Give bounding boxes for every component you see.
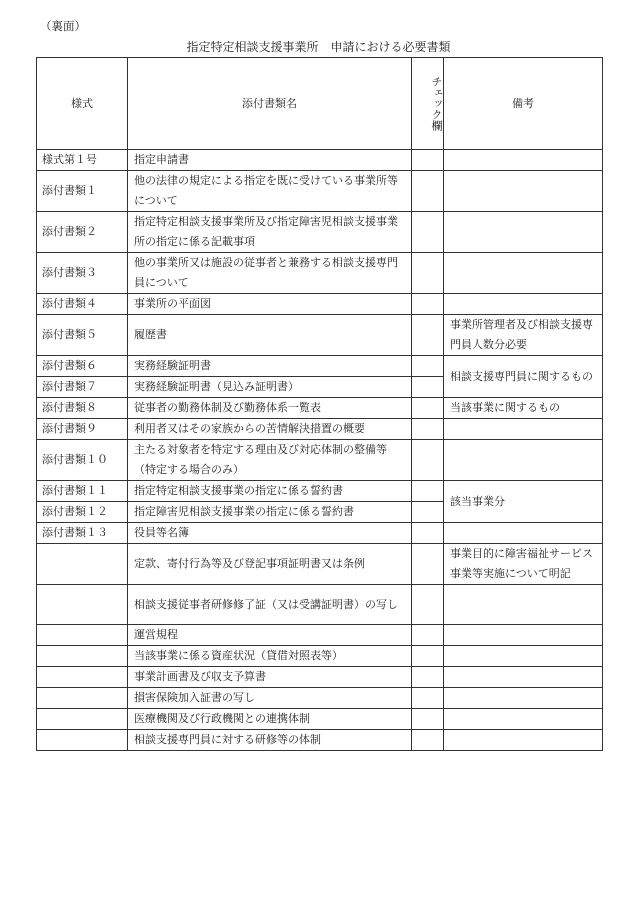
- table-row: [37, 730, 603, 751]
- notes-cell: [444, 523, 603, 544]
- check-cell[interactable]: [412, 398, 444, 419]
- table-row: [37, 253, 603, 294]
- table-row: [37, 544, 603, 585]
- form-number-cell: [37, 688, 128, 709]
- document-name-cell: 相談支援従事者研修修了証（又は受講証明書）の写し: [128, 585, 412, 625]
- required-documents-table: [36, 57, 603, 751]
- check-cell[interactable]: [412, 481, 444, 502]
- document-name-cell: 当該事業に係る資産状況（貸借対照表等）: [128, 646, 412, 667]
- table-row: [37, 667, 603, 688]
- notes-cell: 該当事業分: [444, 481, 603, 523]
- form-number-cell: [37, 730, 128, 751]
- check-cell[interactable]: [412, 294, 444, 315]
- form-number-cell: [37, 544, 128, 585]
- header-form: 様式: [37, 58, 128, 150]
- document-name-cell: 従事者の勤務体制及び勤務体系一覧表: [128, 398, 412, 419]
- notes-cell: [444, 171, 603, 212]
- page-side-label: （裏面）: [40, 19, 86, 33]
- table-row: [37, 315, 603, 356]
- check-cell[interactable]: [412, 646, 444, 667]
- check-cell[interactable]: [412, 212, 444, 253]
- form-number-cell: 添付書類９: [37, 419, 128, 440]
- table-body: [37, 150, 603, 751]
- table-header-row: [37, 58, 603, 150]
- form-number-cell: [37, 709, 128, 730]
- check-cell[interactable]: [412, 377, 444, 398]
- check-cell[interactable]: [412, 544, 444, 585]
- check-cell[interactable]: [412, 171, 444, 212]
- check-cell[interactable]: [412, 502, 444, 523]
- table-row: [37, 646, 603, 667]
- notes-cell: [444, 585, 603, 625]
- notes-cell: 事業目的に障害福祉サービス事業等実施について明記: [444, 544, 603, 585]
- header-check: チェック欄: [412, 58, 444, 150]
- document-name-cell: 指定申請書: [128, 150, 412, 171]
- table-row: [37, 585, 603, 625]
- notes-cell: [444, 730, 603, 751]
- document-name-cell: 定款、寄付行為等及び登記事項証明書又は条例: [128, 544, 412, 585]
- form-number-cell: [37, 625, 128, 646]
- header-notes: 備考: [444, 58, 603, 150]
- form-number-cell: [37, 646, 128, 667]
- notes-cell: 事業所管理者及び相談支援専門員人数分必要: [444, 315, 603, 356]
- check-cell[interactable]: [412, 709, 444, 730]
- check-cell[interactable]: [412, 150, 444, 171]
- check-cell[interactable]: [412, 419, 444, 440]
- notes-cell: [444, 294, 603, 315]
- table-row: [37, 523, 603, 544]
- document-name-cell: 実務経験証明書: [128, 356, 412, 377]
- table-row: [37, 440, 603, 481]
- notes-cell: [444, 253, 603, 294]
- document-name-cell: 医療機関及び行政機関との連携体制: [128, 709, 412, 730]
- table-row: [37, 171, 603, 212]
- document-name-cell: 他の事業所又は施設の従事者と兼務する相談支援専門員について: [128, 253, 412, 294]
- check-cell[interactable]: [412, 315, 444, 356]
- form-number-cell: 添付書類１３: [37, 523, 128, 544]
- table-row: [37, 709, 603, 730]
- form-number-cell: 様式第１号: [37, 150, 128, 171]
- form-number-cell: 添付書類６: [37, 356, 128, 377]
- table-row: [37, 294, 603, 315]
- form-number-cell: 添付書類５: [37, 315, 128, 356]
- document-name-cell: 主たる対象者を特定する理由及び対応体制の整備等（特定する場合のみ）: [128, 440, 412, 481]
- document-title: 指定特定相談支援事業所 申請における必要書類: [186, 40, 451, 54]
- table-row: [37, 688, 603, 709]
- form-number-cell: 添付書類１０: [37, 440, 128, 481]
- table-row: [37, 150, 603, 171]
- form-number-cell: 添付書類１１: [37, 481, 128, 502]
- check-cell[interactable]: [412, 440, 444, 481]
- document-name-cell: 指定障害児相談支援事業の指定に係る誓約書: [128, 502, 412, 523]
- check-cell[interactable]: [412, 688, 444, 709]
- table-row: [37, 212, 603, 253]
- form-number-cell: 添付書類７: [37, 377, 128, 398]
- form-number-cell: 添付書類４: [37, 294, 128, 315]
- form-number-cell: [37, 667, 128, 688]
- notes-cell: [444, 419, 603, 440]
- check-cell[interactable]: [412, 730, 444, 751]
- header-document-name: 添付書類名: [128, 58, 412, 150]
- form-number-cell: 添付書類８: [37, 398, 128, 419]
- notes-cell: [444, 440, 603, 481]
- notes-cell: 相談支援専門員に関するもの: [444, 356, 603, 398]
- notes-cell: [444, 212, 603, 253]
- notes-cell: [444, 625, 603, 646]
- form-number-cell: 添付書類１: [37, 171, 128, 212]
- document-name-cell: 利用者又はその家族からの苦情解決措置の概要: [128, 419, 412, 440]
- form-number-cell: 添付書類１２: [37, 502, 128, 523]
- form-number-cell: [37, 585, 128, 625]
- form-number-cell: 添付書類３: [37, 253, 128, 294]
- check-cell[interactable]: [412, 625, 444, 646]
- document-name-cell: 事業計画書及び収支予算書: [128, 667, 412, 688]
- document-name-cell: 実務経験証明書（見込み証明書）: [128, 377, 412, 398]
- notes-cell: [444, 688, 603, 709]
- notes-cell: [444, 667, 603, 688]
- document-name-cell: 指定特定相談支援事業の指定に係る誓約書: [128, 481, 412, 502]
- table-row: [37, 419, 603, 440]
- check-cell[interactable]: [412, 356, 444, 377]
- document-name-cell: 役員等名簿: [128, 523, 412, 544]
- notes-cell: [444, 709, 603, 730]
- table-row: [37, 356, 603, 377]
- document-name-cell: 履歴書: [128, 315, 412, 356]
- check-cell[interactable]: [412, 523, 444, 544]
- table-row: [37, 398, 603, 419]
- check-cell[interactable]: [412, 585, 444, 625]
- document-name-cell: 他の法律の規定による指定を既に受けている事業所等について: [128, 171, 412, 212]
- notes-cell: [444, 150, 603, 171]
- check-cell[interactable]: [412, 667, 444, 688]
- table-row: [37, 481, 603, 502]
- check-cell[interactable]: [412, 253, 444, 294]
- notes-cell: 当該事業に関するもの: [444, 398, 603, 419]
- document-name-cell: 運営規程: [128, 625, 412, 646]
- document-name-cell: 指定特定相談支援事業所及び指定障害児相談支援事業所の指定に係る記載事項: [128, 212, 412, 253]
- document-name-cell: 損害保険加入証書の写し: [128, 688, 412, 709]
- document-name-cell: 相談支援専門員に対する研修等の体制: [128, 730, 412, 751]
- table-row: [37, 625, 603, 646]
- notes-cell: [444, 646, 603, 667]
- document-name-cell: 事業所の平面図: [128, 294, 412, 315]
- form-number-cell: 添付書類２: [37, 212, 128, 253]
